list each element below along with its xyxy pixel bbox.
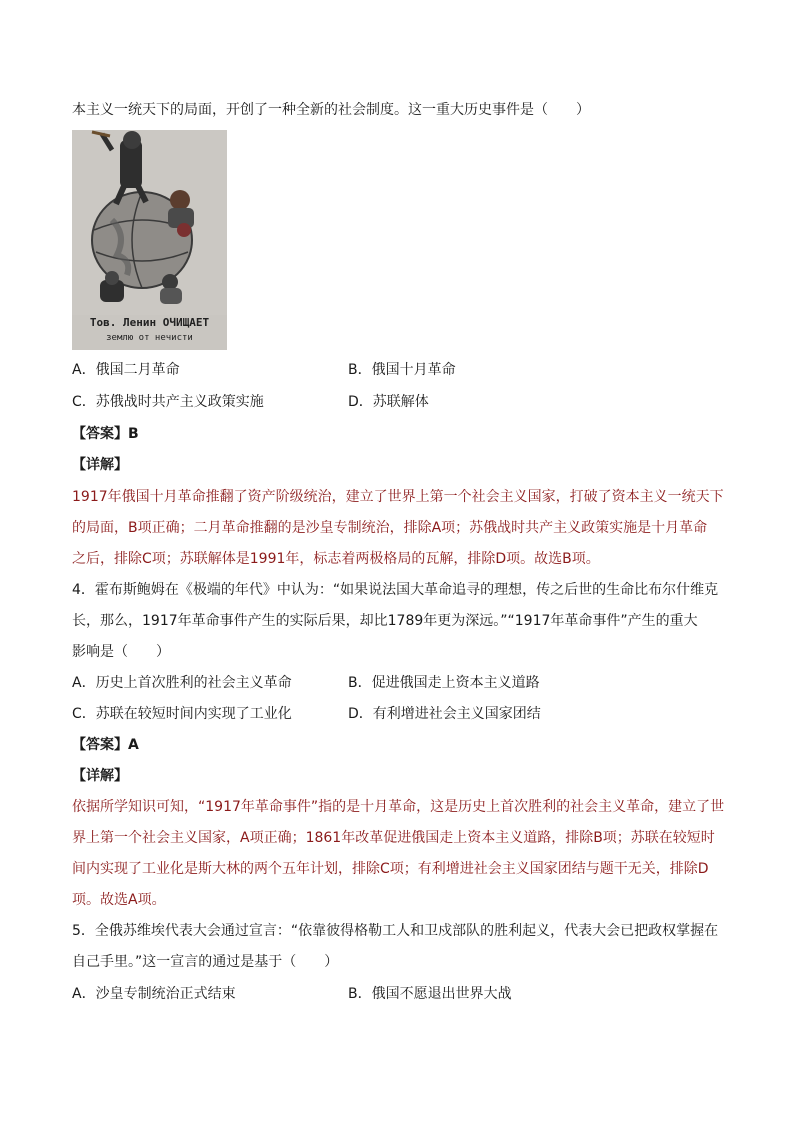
- q5-stem-line: 5．全俄苏维埃代表大会通过宣言：“依靠彼得格勒工人和卫戍部队的胜利起义，代表大会已把政权掌握在: [72, 923, 719, 939]
- q4-detail-line: 界上第一个社会主义国家，A项正确；1861年改革促进俄国走上资本主义道路，排除B项；苏联在较短时: [72, 830, 715, 846]
- q3-option-b: B．俄国十月革命: [348, 362, 456, 378]
- q4-answer: 【答案】A: [72, 737, 139, 753]
- poster-caption-line1: Тов. Ленин ОЧИЩАЕТ: [89, 316, 210, 329]
- poster-illustration-icon: [72, 130, 227, 315]
- q3-stem-end: 本主义一统天下的局面，开创了一种全新的社会制度。这一重大历史事件是（ ）: [72, 102, 590, 118]
- q4-detail-label: 【详解】: [72, 768, 128, 784]
- q4-option-a: A．历史上首次胜利的社会主义革命: [72, 675, 292, 691]
- q3-detail-line: 之后，排除C项；苏联解体是1991年，标志着两极格局的瓦解，排除D项。故选B项。: [72, 551, 600, 567]
- poster-caption-line2: землю от нечисти: [106, 333, 193, 343]
- q5-stem-line: 自己手里。”这一宣言的通过是基于（ ）: [72, 954, 339, 970]
- q4-detail-line: 项。故选A项。: [72, 892, 166, 908]
- q3-detail-line: 的局面，B项正确；二月革命推翻的是沙皇专制统治，排除A项；苏俄战时共产主义政策实施是十月革命: [72, 520, 708, 536]
- q4-stem-line: 影响是（ ）: [72, 644, 170, 660]
- q3-option-a: A．俄国二月革命: [72, 362, 180, 378]
- q4-detail-line: 依据所学知识可知，“1917年革命事件”指的是十月革命，这是历史上首次胜利的社会主义革命，建立了世: [72, 799, 725, 815]
- q5-option-a: A．沙皇专制统治正式结束: [72, 986, 236, 1002]
- lenin-poster-image: [72, 130, 227, 350]
- q3-detail-line: 1917年俄国十月革命推翻了资产阶级统治，建立了世界上第一个社会主义国家，打破了资本主义一统天下: [72, 489, 724, 505]
- q5-option-b: B．俄国不愿退出世界大战: [348, 986, 512, 1002]
- q3-option-d: D．苏联解体: [348, 394, 429, 410]
- q4-stem-line: 长，那么，1917年革命事件产生的实际后果，却比1789年更为深远。”“1917年革命事件”产生的重大: [72, 613, 698, 629]
- q4-option-b: B．促进俄国走上资本主义道路: [348, 675, 540, 691]
- q3-option-c: C．苏俄战时共产主义政策实施: [72, 394, 264, 410]
- q4-option-d: D．有利增进社会主义国家团结: [348, 706, 541, 722]
- q4-option-c: C．苏联在较短时间内实现了工业化: [72, 706, 292, 722]
- q3-answer: 【答案】B: [72, 426, 139, 442]
- q3-detail-label: 【详解】: [72, 457, 128, 473]
- q4-stem-line: 4．霍布斯鲍姆在《极端的年代》中认为：“如果说法国大革命追寻的理想，传之后世的生命比布尔什维克: [72, 582, 719, 598]
- q4-detail-line: 间内实现了工业化是斯大林的两个五年计划，排除C项；有利增进社会主义国家团结与题干无关，排除D: [72, 861, 709, 877]
